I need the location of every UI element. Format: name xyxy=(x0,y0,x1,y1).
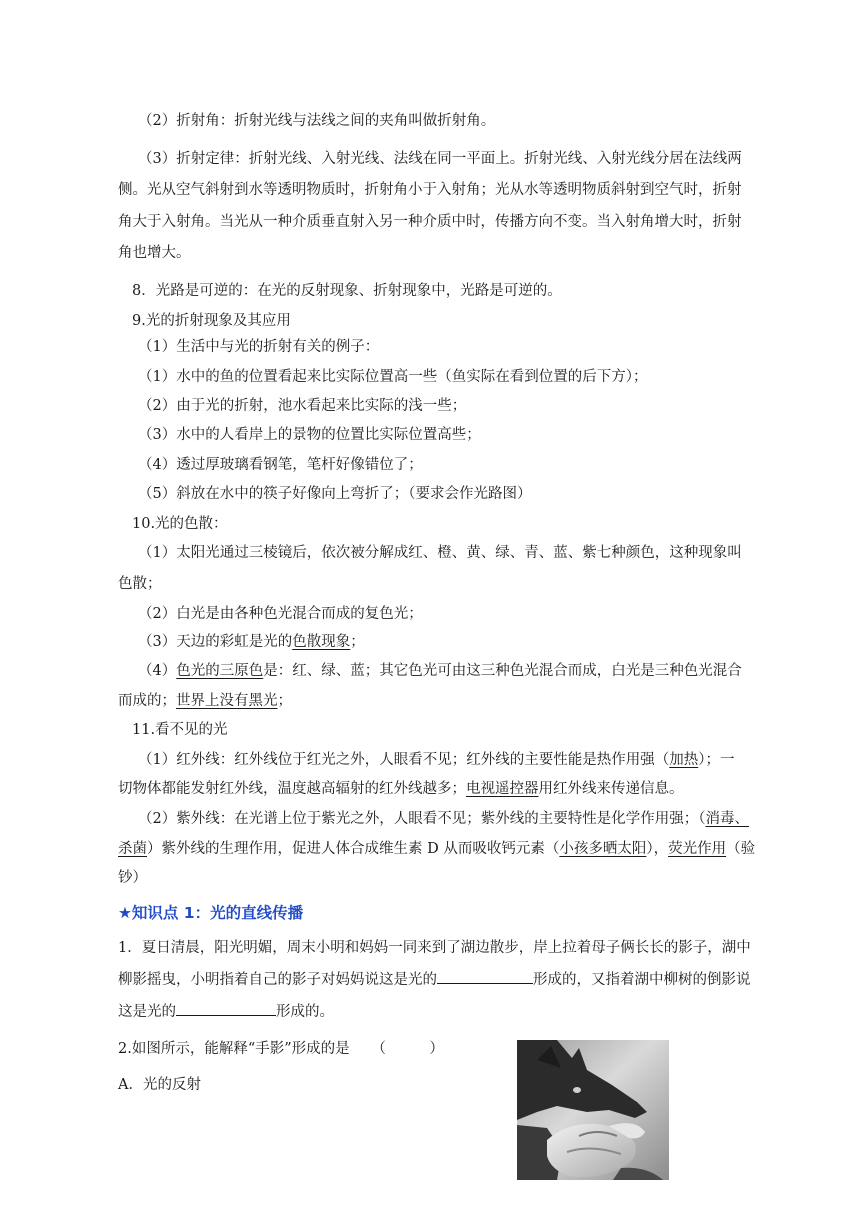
item-11-2-prefix: （2）紫外线：在光谱上位于紫光之外，人眼看不见；紫外线的主要特性是化学作用强；（ xyxy=(138,811,706,827)
item-9-line-3: （2）由于光的折射，池水看起来比实际的浅一些； xyxy=(138,398,467,414)
item-10-4b-suffix: ； xyxy=(277,693,292,709)
item-10-1-line-a: （1）太阳光通过三棱镜后，依次被分解成红、橙、黄、绿、青、蓝、紫七种颜色，这种现象叫 xyxy=(138,545,742,561)
refraction-law-line-1: （3）折射定律：折射光线、入射光线、法线在同一平面上。折射光线、入射光线分居在法线两 xyxy=(138,151,742,167)
underlined-term-tv-remote: 电视遥控器 xyxy=(466,781,539,797)
refraction-law-line-2: 侧。光从空气斜射到水等透明物质时，折射角小于入射角；光从水等透明物质斜射到空气时，折射 xyxy=(118,182,742,198)
item-9-line-1: （1）生活中与光的折射有关的例子： xyxy=(138,339,380,355)
item-11-title: 11.看不见的光 xyxy=(132,722,228,738)
question-2-option-a: A．光的反射 xyxy=(118,1077,201,1093)
question-1c-suffix: 形成的。 xyxy=(276,1004,334,1020)
underlined-term-fluorescence: 荧光作用 xyxy=(668,841,727,857)
item-11-1b-prefix: 切物体都能发射红外线，温度越高辐射的红外线越多； xyxy=(118,781,466,797)
underlined-term-children-sun: 小孩多晒太阳 xyxy=(559,841,647,857)
item-8-text: 8．光路是可逆的：在光的反射现象、折射现象中，光路是可逆的。 xyxy=(132,283,562,299)
item-10-3-prefix: （3）天边的彩虹是光的 xyxy=(138,634,293,650)
question-1b-suffix: 形成的，又指着湖中柳树的倒影说 xyxy=(533,972,751,988)
underlined-term-primary-colors: 色光的三原色 xyxy=(176,663,264,679)
item-11-2b-text: ）紫外线的生理作用，促进人体合成维生素 D 从而吸收钙元素（ xyxy=(147,841,560,857)
question-1-line-b xyxy=(118,969,751,990)
underlined-term-heating: 加热 xyxy=(669,752,699,768)
section-heading: ★知识点 1：光的直线传播 xyxy=(118,904,304,922)
refraction-law-line-3: 角大于入射角。当光从一种介质垂直射入另一种介质中时，传播方向不变。当入射角增大时，折射 xyxy=(118,214,742,230)
item-9-line-5: （4）透过厚玻璃看钢笔，笔杆好像错位了； xyxy=(138,457,423,473)
refraction-law-line-4: 角也增大。 xyxy=(118,245,191,261)
item-11-1-suffix: ）；一 xyxy=(698,752,735,768)
item-11-2-line-a xyxy=(138,809,749,829)
item-10-2-text: （2）白光是由各种色光混合而成的复色光； xyxy=(138,606,423,622)
item-9-title: 9.光的折射现象及其应用 xyxy=(132,313,291,329)
item-10-4b-prefix: 而成的； xyxy=(118,693,176,709)
underlined-term-dispersion: 色散现象 xyxy=(292,634,351,650)
item-10-4-line-a xyxy=(138,661,742,681)
item-11-1-line-a xyxy=(138,750,734,770)
question-1-line-c xyxy=(118,1001,334,1022)
item-10-title: 10.光的色散： xyxy=(132,516,228,532)
item-11-2b-suffix: （验 xyxy=(726,841,756,857)
question-2-text: 2.如图所示，能解释“手影”形成的是 （ ） xyxy=(118,1041,444,1057)
underlined-term-no-black-light: 世界上没有黑光 xyxy=(176,693,278,709)
question-1c-prefix: 这是光的 xyxy=(118,1004,176,1020)
item-11-2-line-c: 钞） xyxy=(118,870,147,886)
item-11-1-line-b xyxy=(118,779,684,799)
answer-blank-2[interactable] xyxy=(176,1001,276,1016)
item-10-4-rest: 是：红、绿、蓝；其它色光可由这三种色光混合而成，白光是三种色光混合 xyxy=(263,663,742,679)
item-10-4-line-b xyxy=(118,691,292,711)
underlined-term-sterilize: 杀菌 xyxy=(118,841,147,857)
item-11-1b-suffix: 用红外线来传递信息。 xyxy=(538,781,684,797)
question-1b-prefix: 柳影摇曳，小明指着自己的影子对妈妈说这是光的 xyxy=(118,972,437,988)
item-11-1-prefix: （1）红外线：红外线位于红光之外，人眼看不见；红外线的主要性能是热作用强（ xyxy=(138,752,670,768)
hand-shadow-photo xyxy=(517,1040,669,1180)
item-10-3-suffix: ； xyxy=(350,634,365,650)
refraction-angle-text: （2）折射角：折射光线与法线之间的夹角叫做折射角。 xyxy=(138,113,496,129)
item-10-1-line-b: 色散； xyxy=(118,576,162,592)
underlined-term-disinfect: 消毒、 xyxy=(705,811,749,827)
item-11-2b-text-2: ）， xyxy=(646,841,669,857)
question-1-line-a: 1．夏日清晨，阳光明媚，周末小明和妈妈一同来到了湖边散步，岸上拉着母子俩长长的影子，湖中 xyxy=(118,940,751,956)
item-10-4-prefix: （4） xyxy=(138,663,177,679)
item-9-line-6: （5）斜放在水中的筷子好像向上弯折了；（要求会作光路图） xyxy=(138,486,532,502)
item-9-line-4: （3）水中的人看岸上的景物的位置比实际位置高些； xyxy=(138,427,481,443)
answer-blank-1[interactable] xyxy=(437,969,533,984)
item-10-3-text xyxy=(138,632,365,652)
item-9-line-2: （1）水中的鱼的位置看起来比实际位置高一些（鱼实际在看到位置的后下方）； xyxy=(138,369,648,385)
item-11-2-line-b xyxy=(118,839,755,859)
